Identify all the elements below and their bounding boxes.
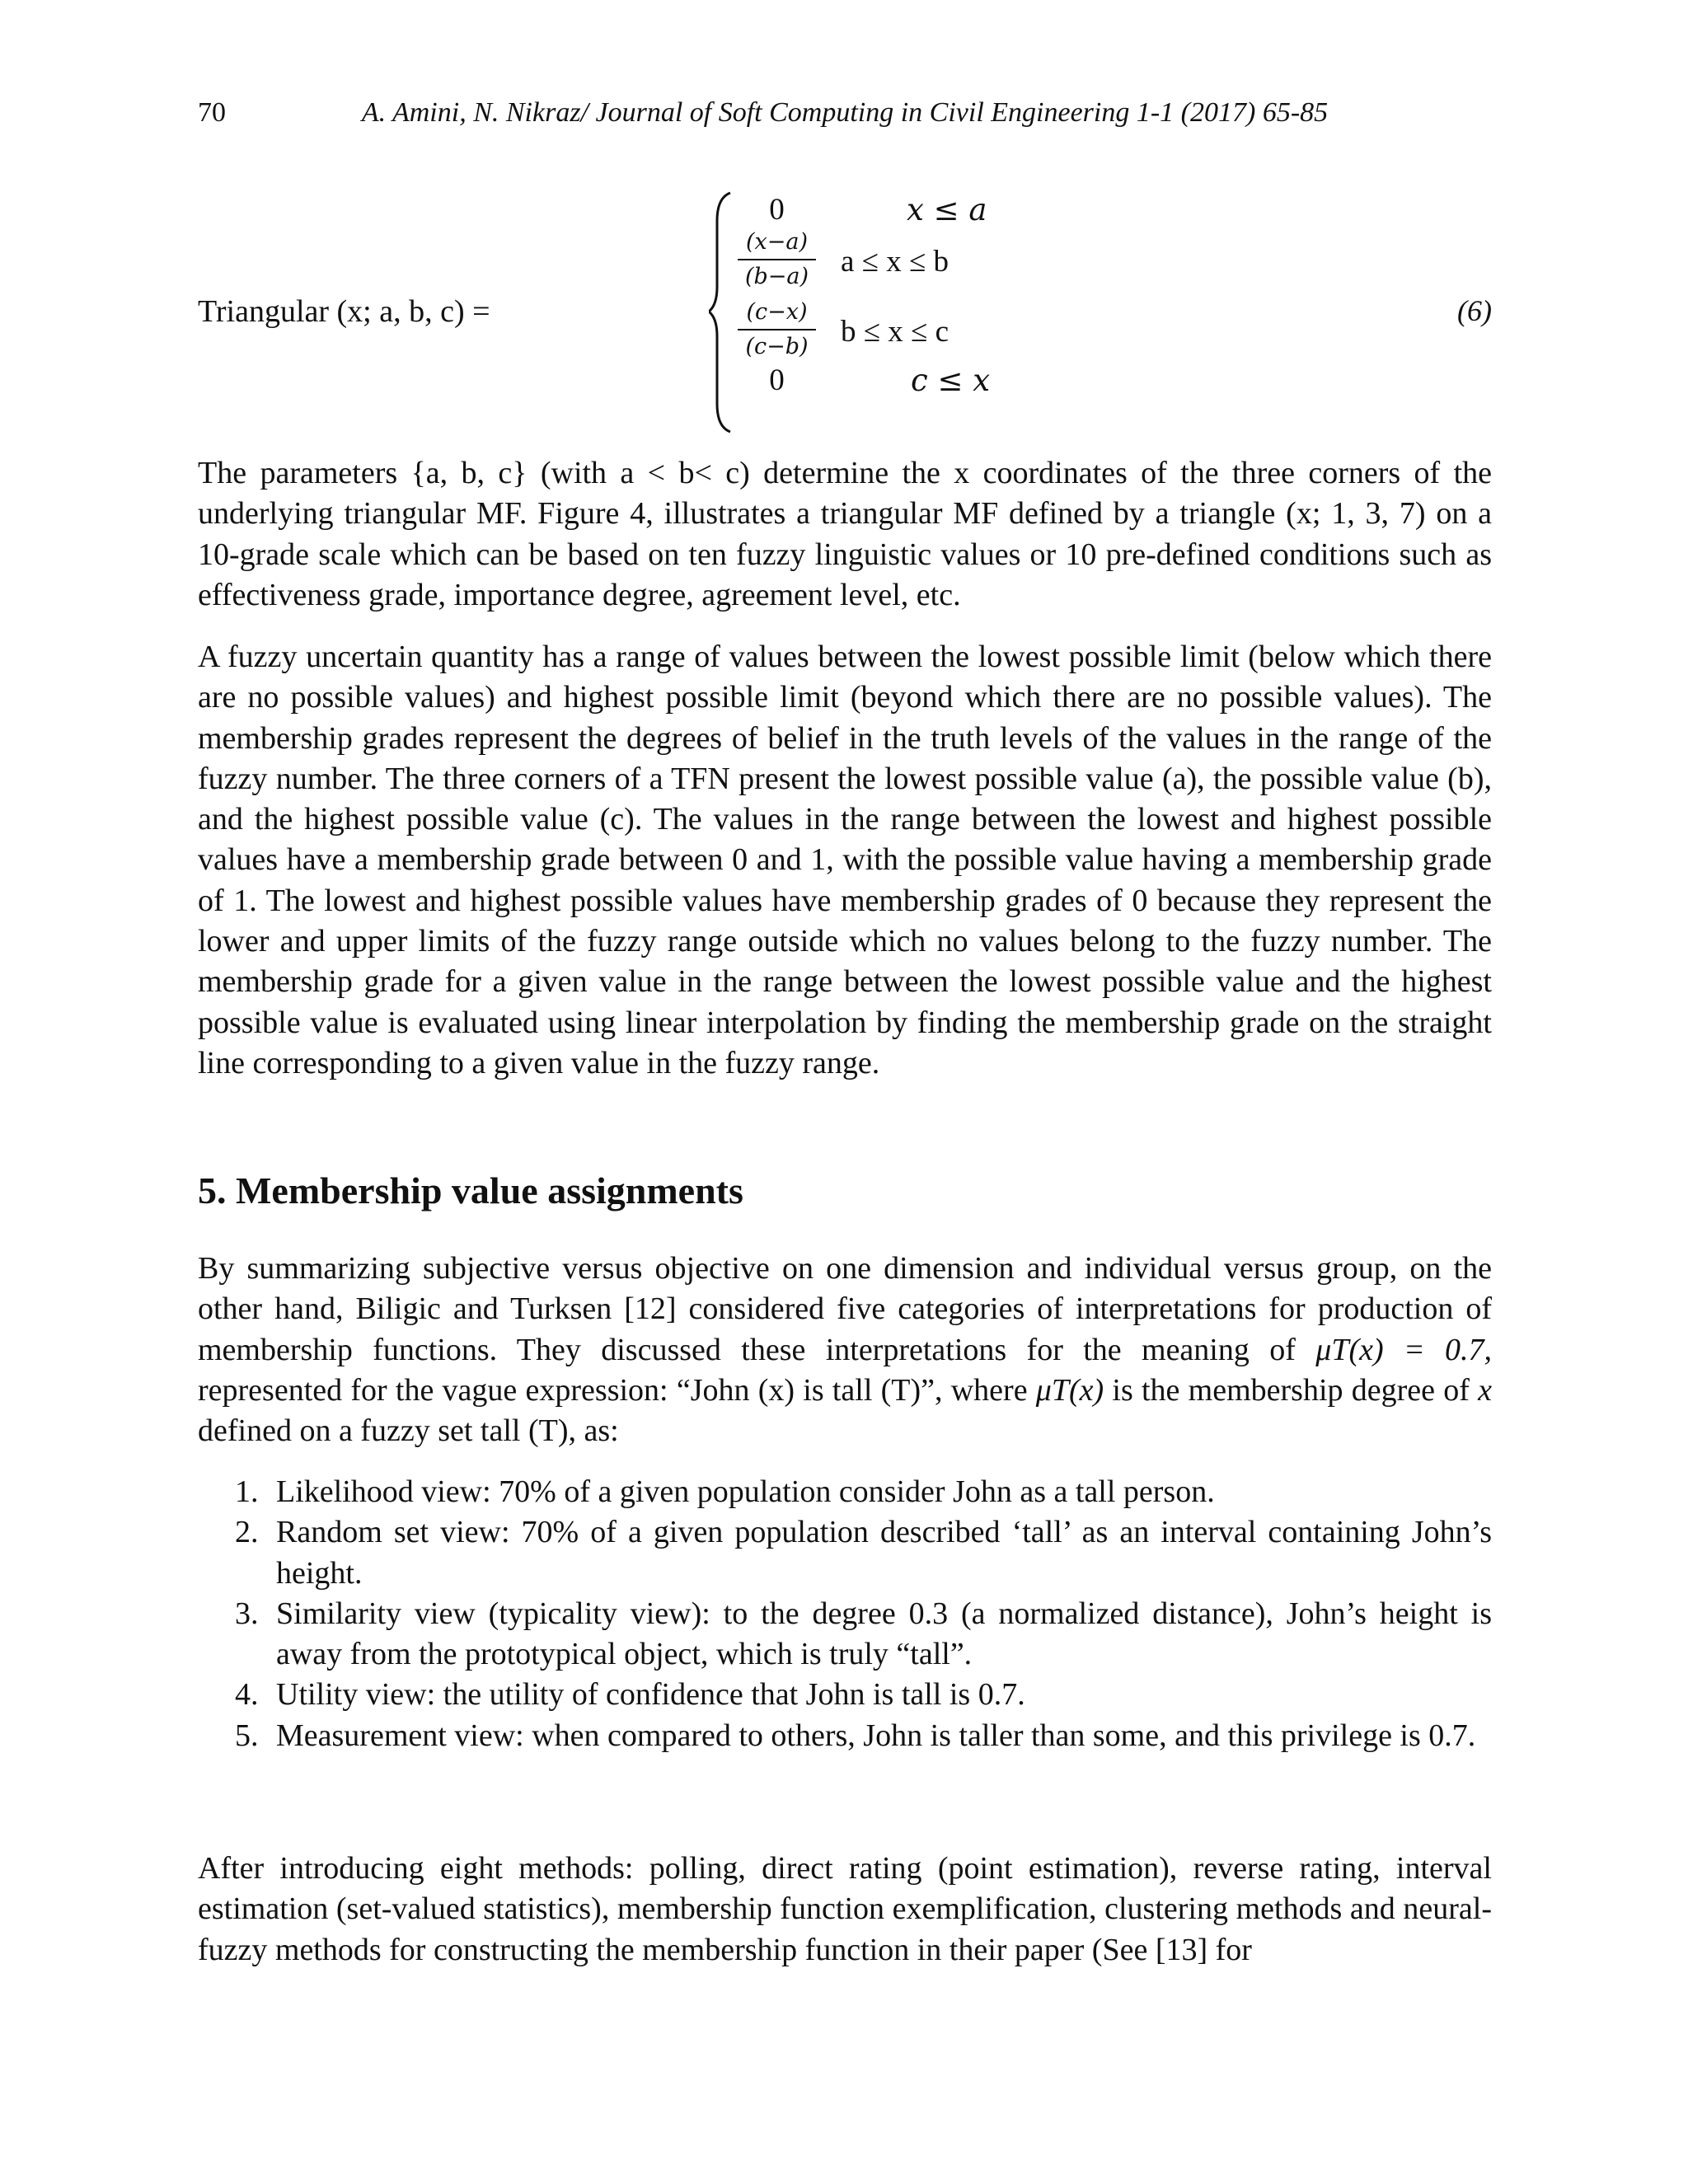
case-condition: b ≤ x ≤ c — [841, 315, 950, 349]
math-expression: μT(x) = 0.7, — [1315, 1332, 1492, 1367]
paragraph: After introducing eight methods: polling, direct rating (point estimation), reverse rating, interval estimation (set-valued statistics), membership function exemplification, clustering methods and neural-fuzzy methods for constructing the membership function in their paper (See [13] for — [198, 1851, 1492, 1967]
fraction — [738, 299, 816, 360]
fraction-bar — [738, 329, 816, 330]
list-item-text: Likelihood view: 70% of a given population consider John as a tall person. — [276, 1474, 1215, 1509]
page-header — [198, 97, 1492, 138]
left-brace — [709, 188, 734, 435]
fraction-bar — [738, 259, 816, 260]
math-variable: x — [1478, 1372, 1492, 1408]
case-row — [734, 299, 1080, 359]
paragraph-text: is the membership degree of — [1104, 1372, 1479, 1408]
paragraph: A fuzzy uncertain quantity has a range of values between the lowest possible limit (below which there are no possible values) and highest possible limit (beyond which there are no possible values). The membership grades represent the degrees of belief in the truth levels of the values in the range of the fuzzy number. The three corners of a TFN present the lowest possible value (a), the possible value (b), and the highest possible value (c). The values in the range between the lowest and highest possible values have a membership grade between 0 and 1, with the possible value having a membership grade of 1. The lowest and highest possible values have membership grades of 0 because they represent the lower and upper limits of the fuzzy range outside which no values belong to the fuzzy number. The membership grade for a given value in the range between the lowest possible value and the highest possible value is evaluated using linear interpolation by finding the membership grade on the straight line corresponding to a given value in the fuzzy range. — [198, 640, 1492, 1080]
page-number: 70 — [198, 97, 226, 128]
case-value: 0 — [769, 193, 785, 227]
case-condition: a ≤ x ≤ b — [841, 245, 950, 279]
list-marker: 2. — [235, 1515, 259, 1550]
running-title: A. Amini, N. Nikraz/ Journal of Soft Computing in Civil Engineering 1-1 (2017) 65-85 — [361, 97, 1329, 128]
fraction-denominator: (b−a) — [744, 264, 809, 289]
list-item-text: Utility view: the utility of confidence that John is tall is 0.7. — [276, 1677, 1025, 1713]
list-marker: 3. — [235, 1596, 259, 1631]
list-marker: 1. — [235, 1474, 259, 1509]
list-item — [198, 1594, 1492, 1675]
paragraph: The parameters {a, b, c} (with a < b< c) determine the x coordinates of the three corners of the underlying triangular MF. Figure 4, illustrates a triangular MF defined by a triangle (x; 1, 3, 7) on a 10-grade scale which can be based on ten fuzzy linguistic values or 10 pre-defined conditions such as effectiveness grade, importance degree, agreement level, etc. — [198, 456, 1492, 612]
fraction-numerator: (c−x) — [746, 299, 808, 325]
paragraph-text: defined on a fuzzy set tall (T), as: — [198, 1413, 619, 1449]
paragraph-text: By summarizing subjective versus objective on one dimension and individual versus group, on the other hand, Biligic and Turksen [12] considered five categories of interpretations for production of membership functions. They discussed these interpretations for the meaning of — [198, 1251, 1492, 1367]
equation-cases — [734, 188, 1080, 435]
section-heading: 5. Membership value assignments — [198, 1169, 743, 1212]
paragraph — [198, 1249, 1492, 1451]
list-item-text: Random set view: 70% of a given population described ‘tall’ as an interval containing John’s height. — [276, 1515, 1492, 1591]
case-condition: x ≤ a — [907, 192, 987, 227]
math-expression: μT(x) — [1035, 1372, 1104, 1408]
case-row — [734, 229, 1080, 289]
equation-6 — [198, 188, 1492, 435]
list-item — [198, 1472, 1492, 1512]
list-item — [198, 1512, 1492, 1594]
list-item — [198, 1716, 1492, 1756]
fraction-numerator: (x−a) — [745, 229, 808, 255]
list-item-text: Similarity view (typicality view): to the degree 0.3 (a normalized distance), John’s height is away from the prototypical object, which is truly “tall”. — [276, 1596, 1492, 1672]
case-row — [734, 363, 1080, 412]
case-condition: c ≤ x — [911, 363, 991, 398]
list-item-text: Measurement view: when compared to others, John is taller than some, and this privilege is 0.7. — [276, 1718, 1476, 1753]
list-marker: 5. — [235, 1718, 259, 1753]
list-marker: 4. — [235, 1677, 259, 1713]
paragraph-text: represented for the vague expression: “John (x) is tall (T)”, where — [198, 1372, 1036, 1408]
fraction-denominator: (c−b) — [745, 334, 809, 359]
equation-lhs: Triangular (x; a, b, c) = — [198, 294, 490, 329]
case-value: 0 — [769, 363, 785, 397]
list-item — [198, 1675, 1492, 1715]
equation-number: (6) — [1457, 294, 1492, 327]
fraction — [738, 229, 816, 290]
interpretation-list — [198, 1472, 1492, 1756]
